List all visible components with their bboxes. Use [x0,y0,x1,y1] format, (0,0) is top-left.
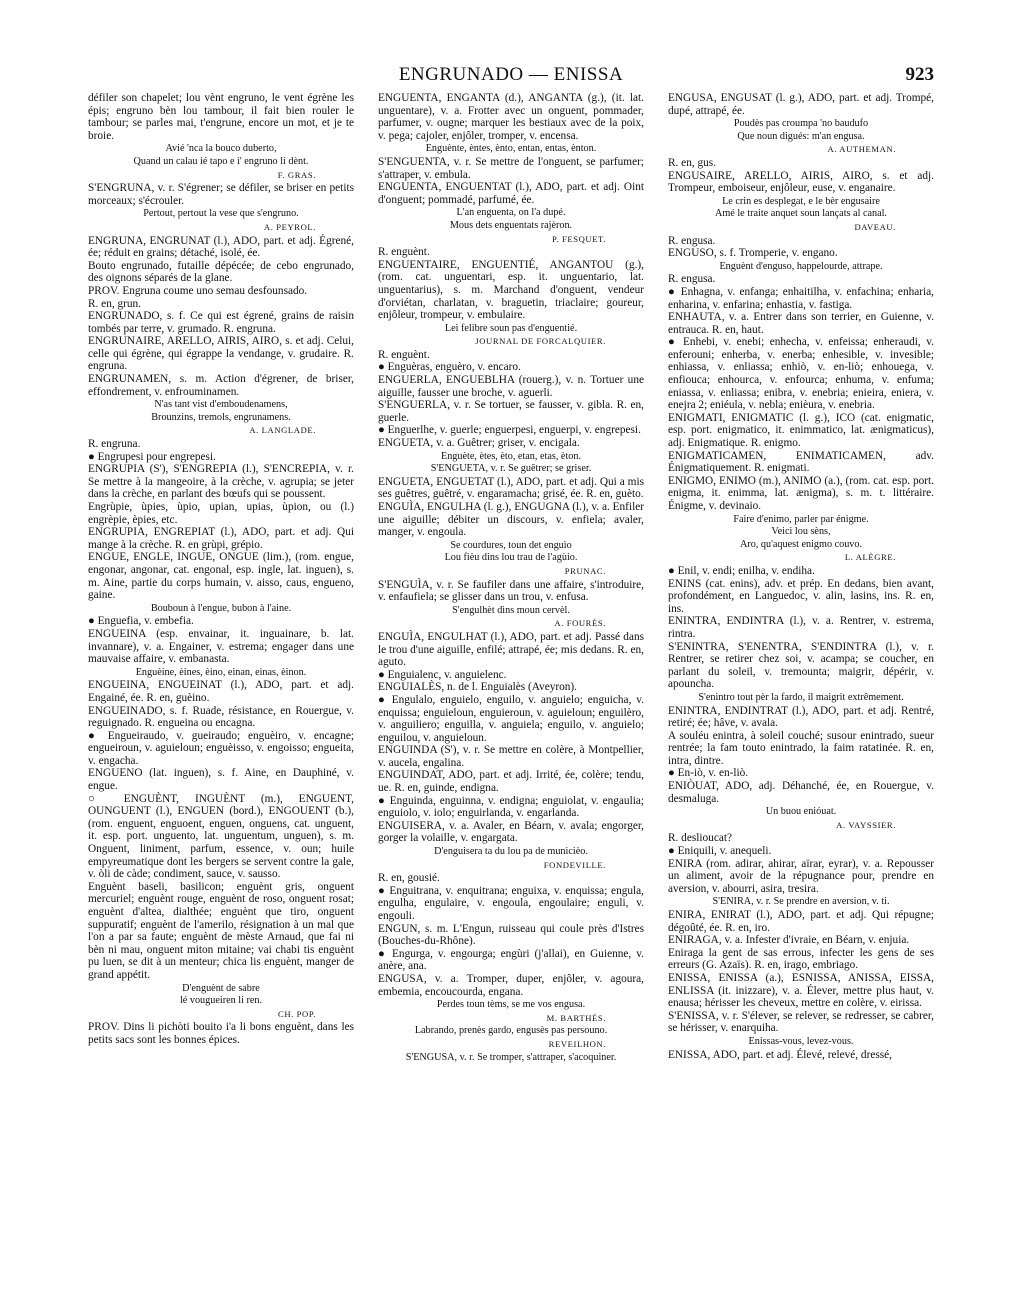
dictionary-entry: A. LANGLADE. [249,425,316,436]
dictionary-entry: D'enguisera ta du lou pa de municièo. [434,846,588,858]
dictionary-entry: Poudès pas croumpa 'no baudufo [733,118,869,130]
dictionary-entry: ENGUIALÈS, n. de l. Enguialès (Aveyron). [378,681,578,694]
dictionary-entry: Aro, qu'aquest enigmo couvo. [739,538,863,550]
dictionary-entry: ● Enguefia, v. embefia. [88,615,194,628]
dictionary-entry: S'ENISSA, v. r. S'élever, se relever, se redresser, se cabrer, se hérisser, v. enarquiha. [668,1009,934,1035]
dictionary-entry: ENGUSA, v. a. Tromper, duper, enjôler, v. agoura, embemia, encoucourda, engana. [378,972,644,998]
dictionary-entry: PRUNAC. [564,565,606,576]
dictionary-entry: Enguènt baseli, basilicon; enguènt gris, onguent mercuriel; enguènt rouge, enguènt de roso, onguent rosat; enguènt d'altea, dialthée; enguènt que tiro, onguent suppuratif; enguènt de l'amerilo, résignation à un mal que l'on a par sa faute; enguènt de mèste Arnaud, que fai ni bèn ni mau, onguent miton mitaine; vai chabi tis enguènt pu luen, se dit à un menteur; chica lis enguènt, manger de grand appétit. [88,880,354,981]
dictionary-entry: ENGUENTA, ENGUENTAT (l.), ADO, part. et adj. Oint d'onguent; pommadé, parfumé, ée. [378,181,644,206]
dictionary-entry: ● Engueiraudo, v. gueiraudo; enguèiro, v. encagne; engueiroun, v. aguieloun; enguèisso, v. engoisso; engueita, v. engacha. [88,729,354,767]
dictionary-entry: Enissas-vous, levez-vous. [748,1035,854,1047]
dictionary-entry: Se courdures, toun det enguìo [450,539,572,551]
dictionary-entry: ENISSA, ENISSA (a.), ESNISSA, ANISSA, EISSA, ENLISSA (it. inizzare), v. a. Élever, mettre plus haut, v. enausa; hérisser les cheveux, mettre en colère, v. eirissa. [668,971,934,1010]
dictionary-entry: S'ENGUÌA, v. r. Se faufiler dans une affaire, s'introduire, v. enfaufiela; se glisser dans un trou, v. enfusa. [378,578,644,604]
running-title: ENGRUNADO — ENISSA [398,64,624,85]
column-3 [668,92,934,1064]
dictionary-entry: PROV. Engruna coume uno semau desfounsado. [88,284,308,297]
dictionary-entry: Veici lou sèns, [771,526,831,538]
dictionary-entry: ENGRUPIA (S'), S'ENGREPIA (l.), S'ENCREPIA, v. r. Se mettre à la mangeoire, à la crèche, v. agrupia; se jeter dans la crèche, en parlant des bœufs qui se poussent. [88,463,354,501]
dictionary-entry: ENGUÌA, ENGULHAT (l.), ADO, part. et adj. Passé dans le trou d'une aiguille, enfilé; attrapé, ée; mis dedans. R. en, aguto. [378,630,644,669]
dictionary-entry: ● Engrupesi pour engrepesi. [88,450,216,463]
dictionary-entry: Pertout, pertout la vese que s'engruno. [143,208,299,220]
dictionary-entry: ● Enguitrana, v. enquitrana; enguixa, v. enquissa; engula, engulha, engulaire, v. engoula, engoulaire; enguli, v. engouli. [378,884,644,922]
dictionary-entry: ENGRUNAMEN, s. m. Action d'égrener, de briser, effondrement, v. enfrouminamen. [88,373,354,398]
dictionary-entry: Un buou enióuat. [765,806,837,818]
dictionary-entry: Engrùpie, ùpies, ùpio, upian, upias, ùpion, ou (l.) engrèpie, èpies, etc. [88,501,354,526]
dictionary-entry: Labrando, prenès gardo, engusès pas persouno. [414,1025,608,1037]
dictionary-entry: ENGUENTAIRE, ENGUENTIÉ, ANGANTOU (g.), (rom. cat. unguentari, esp. it. unguentario, lat. unguentarius), s. m. Marchand d'onguent, vendeur d'orviétan, charlatan, v. braguetin, triaclaire; goureur, enjôleur, trompeur, v. embulaire. [378,258,644,322]
dictionary-entry: ENGUEINADO, s. f. Ruade, résistance, en Rouergue, v. reguignado. R. engueina ou encagna. [88,704,354,730]
dictionary-entry: ENIRA, ENIRAT (l.), ADO, part. et adj. Qui répugne; dégoûté, ée. R. en, iro. [668,909,934,934]
dictionary-entry: R. en, grun. [88,297,142,310]
dictionary-entry: S'ENGUETA, v. r. Se guêtrer; se griser. [430,463,592,475]
dictionary-entry: Lou fièu dins lou trau de l'agùio. [444,552,578,564]
dictionary-entry: L. ALÈGRE. [844,552,896,563]
dictionary-entry: ENGUÌA, ENGULHA (l. g.), ENGUGNA (l.), v. a. Enfiler une aiguille; débiter un discours, v. enfiela; avaler, manger, v. engoula. [378,501,644,539]
dictionary-entry: N'as tant vist d'emboudenamens, [154,399,288,411]
dictionary-entry: PROV. Dins li pichòti bouito i'a li bons enguènt, dans les petits sacs sont les bonnes épices. [88,1021,354,1046]
dictionary-entry: ● Eniquili, v. anequeli. [668,845,772,858]
column-1 [88,92,354,1064]
page-header [88,62,934,92]
dictionary-entry: ● Engurga, v. engourga; engùri (j'allai), en Guienne, v. anère, ana. [378,947,644,973]
dictionary-entry: ○ ENGUÈNT, INGUÈNT (m.), ENGUENT, OUNGUENT (l.), ENGUEN (bord.), ENGOUENT (b.), (rom. enguent, enguoent, enguen, onguens, cat. unguent, it. esp. port. unguento, lat. unguentum, unguen), s. m. Onguent, liniment, parfum, essence, v. oun; huile empyreumatique dont les bergers se servent contre la gale, v. òli de càde; condiment, sauce, v. sausso. [88,792,354,881]
dictionary-entry: ENGRUNA, ENGRUNAT (l.), ADO, part. et adj. Égrené, ée; réduit en grains; détaché, isolé, ée. [88,234,354,260]
dictionary-entry: R. enguènt. [378,348,430,361]
dictionary-entry: A. VAYSSIER. [836,819,896,830]
dictionary-entry: lé vougueiren li ren. [179,995,263,1007]
dictionary-entry: ENIRA (rom. adirar, ahirar, aïrar, eyrar), v. a. Repousser un aliment, avoir de la répugnance pour, prendre en aversion, v. abourri, asira, tresira. [668,857,934,895]
dictionary-entry: ● Enguinda, enguinna, v. endigna; enguiolat, v. engaulia; enguiolo, v. iolo; enguirlanda, v. engarlanda. [378,794,644,820]
dictionary-entry: FONDEVILLE. [543,859,606,870]
column-2 [378,92,644,1064]
dictionary-entry: ENGUEINA, ENGUEINAT (l.), ADO, part. et adj. Engainé, ée. R. en, guèino. [88,679,354,704]
dictionary-entry: défiler son chapelet; lou vènt engruno, le vent égrène les épis; engruno bèn lou tambour, il fait bien rouler le tambour; se parles mai, t'engrune, encore un mot, et je te broie. [88,92,354,142]
dictionary-entry: D'enguènt de sabre [182,982,260,994]
dictionary-entry: ENGUENO (lat. inguen), s. f. Aine, en Dauphiné, v. engue. [88,767,354,793]
dictionary-entry: ENGUERLA, ENGUEBLHA (rouerg.), v. n. Tortuer une aiguille, fausser une broche, v. aguerli. [378,374,644,399]
dictionary-entry: Que noun digués: m'an engusa. [737,130,865,142]
dictionary-entry: Perdes toun tèms, se me vos engusa. [436,999,586,1011]
dictionary-entry: R. enguènt. [378,246,430,259]
dictionary-entry: S'ENIRA, v. r. Se prendre en aversion, v. ti. [712,896,890,908]
dictionary-entry: ENGUSA, ENGUSAT (l. g.), ADO, part. et adj. Trompé, dupé, attrapé, ée. [668,92,934,117]
dictionary-entry: JOURNAL DE FORCALQUIER. [475,336,606,347]
dictionary-entry: ENGUETA, v. a. Guêtrer; griser, v. encigala. [378,437,580,450]
dictionary-entry: ● Enguialenc, v. anguielenc. [378,668,507,681]
dictionary-entry: M. BARTHÉS. [546,1012,606,1023]
dictionary-entry: ● Enguèras, enguèro, v. encaro. [378,361,521,374]
dictionary-entry: P. FESQUET. [552,233,606,244]
dictionary-entry: ● Engulalo, enguielo, enguilo, v. anguielo; enguicha, v. enquissa; enguieloun, enguieroun, v. aguieloun; enguilèro, v. anguiliero; enguilla, v. anguiela; enguilo, v. anguielo; enguilou, v. anguieloun. [378,693,644,744]
dictionary-entry: ENIGMO, ENIMO (m.), ANIMO (a.), (rom. cat. esp. port. enigma, it. enimma, lat. ænigma), s. m. t. littéraire. Énigme, v. devinaio. [668,474,934,512]
dictionary-entry: R. en, gousié. [378,872,440,885]
dictionary-entry: ENGUINDA (S'), v. r. Se mettre en colère, à Montpellier, v. aucela, engalina. [378,744,644,769]
dictionary-entry: A. FOURÈS. [554,618,606,629]
dictionary-entry: S'ENGUSA, v. r. Se tromper, s'attraper, s'acoquiner. [405,1051,617,1063]
dictionary-entry: Enguète, ètes, èto, etan, etas, èton. [440,450,582,462]
dictionary-entry: ● Enguerlhe, v. guerle; enguerpesi, enguerpi, v. engrepesi. [378,424,641,437]
dictionary-entry: ENGUENTA, ENGANTA (d.), ANGANTA (g.), (it. lat. unguentare), v. a. Frotter avec un onguent, pommader, parfumer, v. ougne; marquer les bestiaux avec de la poix, v. pega; cajoler, enjôler, tromper, v. encensa. [378,92,644,142]
dictionary-entry: ENISSA, ADO, part. et adj. Élevé, relevé, dressé, [668,1048,892,1061]
dictionary-entry: S'engulhèt dins moun cervèl. [452,604,570,616]
dictionary-entry: ENHAUTA, v. a. Entrer dans son terrier, en Guienne, v. entrauca. R. en, haut. [668,311,934,336]
dictionary-entry: S'enintro tout pèr la fardo, il maigrit extrêmement. [698,691,904,703]
dictionary-entry: REVEILHON. [548,1038,606,1049]
dictionary-entry: ENGUSO, s. f. Tromperie, v. engano. [668,247,838,260]
dictionary-entry: ENIRAGA, v. a. Infester d'ivraie, en Béarn, v. enjuia. [668,934,910,947]
dictionary-entry: ENINS (cat. enins), adv. et prép. En dedans, bien avant, profondément, en Languedoc, v. alin, lasins, ins. R. en, ins. [668,577,934,615]
dictionary-entry: S'ENGUERLA, v. r. Se tortuer, se fausser, v. gibla. R. en, guerle. [378,399,644,424]
dictionary-entry: ● Enhebi, v. enebi; enhecha, v. enfeissa; enheraudi, v. enferouni; enherba, v. enerba; enhesible, v. invesible; enhiassa, v. enliassa; enhiò, v. en-liò; enhouega, v. enfiouca; enhourca, v. enfourca; enhuma, v. enfuma; eniassa, v. enliassa; enibra, v. enebria; enieira, eniera, v. enejra 2; eniéula, v. nebla; enièura, v. enebria. [668,336,934,412]
dictionary-entry: R. engusa. [668,234,716,247]
dictionary-entry: CH. POP. [278,1008,316,1019]
dictionary-entry: Eniraga la gent de sas errous, infecter les gens de ses erreurs (G. Azaïs). R. en, irago, embriago. [668,946,934,972]
dictionary-entry: ENGUSAIRE, ARELLO, AIRIS, AIRO, s. et adj. Trompeur, emboiseur, enjôleur, euse, v. enganaire. [668,169,934,195]
dictionary-entry: DAVEAU. [854,221,896,232]
dictionary-entry: R. deslioucat? [668,832,732,845]
dictionary-entry: Quand un calau ié tapo e i' engruno li dènt. [133,155,309,167]
dictionary-entry: ENGUEINA (esp. envainar, it. inguainare, b. lat. invannare), v. a. Engainer, v. estrema; engager dans une mauvaise affaire, v. embanasta. [88,627,354,666]
dictionary-entry: S'ENINTRA, S'ENENTRA, S'ENDINTRA (l.), v. r. Rentrer, se retirer chez soi, v. acampa; se coucher, en parlant du soleil, v. tremounta; maigrir, dépérir, v. apouncha. [668,640,934,691]
dictionary-entry: ENGUN, s. m. L'Engun, ruisseau qui coule près d'Istres (Bouches-du-Rhône). [378,922,644,948]
dictionary-entry: Amé le traite anquet soun lançats al canal. [715,208,887,220]
dictionary-entry: ENINTRA, ENDINTRAT (l.), ADO, part. et adj. Rentré, retiré; ée; hâve, v. avala. [668,704,934,730]
dictionary-entry: Enguènt d'enguso, happelourde, attrape. [719,260,883,272]
page-number: 923 [905,64,934,85]
columns [88,92,934,1064]
dictionary-entry: Bouboun à l'engue, bubon à l'aine. [150,602,292,614]
dictionary-entry: ENGUINDAT, ADO, part. et adj. Irrité, ée, colère; tendu, ue. R. en, guinde, endigna. [378,769,644,795]
dictionary-entry: ENIGMATI, ENIGMATIC (l. g.), ICO (cat. enigmatic, esp. port. enigmatico, it. enimmatico, lat. ænigmaticus), adj. Enigmatique. R. enigmo. [668,411,934,450]
dictionary-entry: A. AUTHEMAN. [827,144,896,155]
dictionary-entry: R. engruna. [88,438,141,451]
dictionary-entry: R. en, gus. [668,156,717,169]
dictionary-entry: Mous dets enguentats rajèron. [449,219,573,231]
dictionary-entry: ENGUETA, ENGUETAT (l.), ADO, part. et adj. Qui a mis ses guêtres, guêtré, v. engaramacha; grisé, ée. R. en, guèto. [378,475,644,501]
dictionary-entry: A souléu enintra, à soleil couché; susour enintrado, sueur rentrée; la fam touto enintrado, la faim ratatinée. R. en, intra, dintre. [668,729,934,767]
dictionary-entry: Enguènte, èntes, ènto, entan, entas, ènton. [425,143,597,155]
dictionary-entry: S'ENGRUNA, v. r. S'égrener; se défiler, se briser en petits morceaux; s'écrouler. [88,182,354,207]
dictionary-entry: ENGRUNADO, s. f. Ce qui est égrené, grains de raisin tombés par terre, v. grumado. R. engruna. [88,310,354,335]
dictionary-entry: ● Enil, v. endi; enilha, v. endiha. [668,564,815,577]
dictionary-entry: ENGUISERA, v. a. Avaler, en Béarn, v. avala; engorger, gorger la volaille, v. engargata. [378,819,644,845]
dictionary-page [88,62,934,1064]
dictionary-entry: ENIGMATICAMEN, ENIMATICAMEN, adv. Énigmatiquement. R. enigmati. [668,449,934,475]
dictionary-entry: ENIÒUAT, ADO, adj. Déhanché, ée, en Rouergue, v. desmaluga. [668,780,934,805]
dictionary-entry: ENGRUPIA, ENGREPIAT (l.), ADO, part. et adj. Qui mange à la crèche. R. en grùpi, grépio. [88,526,354,551]
dictionary-entry: R. engusa. [668,273,716,286]
dictionary-entry: Le crin es desplegat, e le bèr engusaire [722,195,880,207]
dictionary-entry: ENGUE, ENGLE, INGUE, ONGUE (lim.), (rom. engue, engonar, angonar, cat. engonal, esp. ingle, lat. inguen), s. m. Aine, partie du corps humain, v. aisso, caus, engueno, gaine. [88,551,354,602]
dictionary-entry: ● En-iò, v. en-liò. [668,767,749,780]
dictionary-entry: L'an enguenta, on l'a dupé. [456,207,566,219]
dictionary-entry: Avié 'nca la bouco duberto, [165,143,277,155]
dictionary-entry: ENINTRA, ENDINTRA (l.), v. a. Rentrer, v. estrema, rintra. [668,615,934,640]
dictionary-entry: Faire d'enimo, parler par énigme. [733,513,869,525]
dictionary-entry: ENGRUNAIRE, ARELLO, AIRIS, AIRO, s. et adj. Celui, celle qui égrène, qui égrappe la vendange, v. grudaire. R. engruna. [88,335,354,373]
dictionary-entry: S'ENGUENTA, v. r. Se mettre de l'onguent, se parfumer; s'attraper, v. embula. [378,155,644,181]
dictionary-entry: Lei felibre soun pas d'enguentié. [444,322,578,334]
dictionary-entry: ● Enhagna, v. enfanga; enhaitilha, v. enfachina; enharia, enharina, v. enfarina; enhastia, v. fastiga. [668,285,934,311]
dictionary-entry: F. GRAS. [277,169,316,180]
dictionary-entry: Enguèine, èines, èino, einan, einas, èinon. [135,666,307,678]
dictionary-entry: Bouto engrunado, futaille dépécée; de cebo engrunado, des oignons séparés de la glane. [88,259,354,285]
dictionary-entry: Brounzins, tremols, engrunamens. [151,411,291,423]
dictionary-entry: A. PEYROL. [263,221,316,232]
